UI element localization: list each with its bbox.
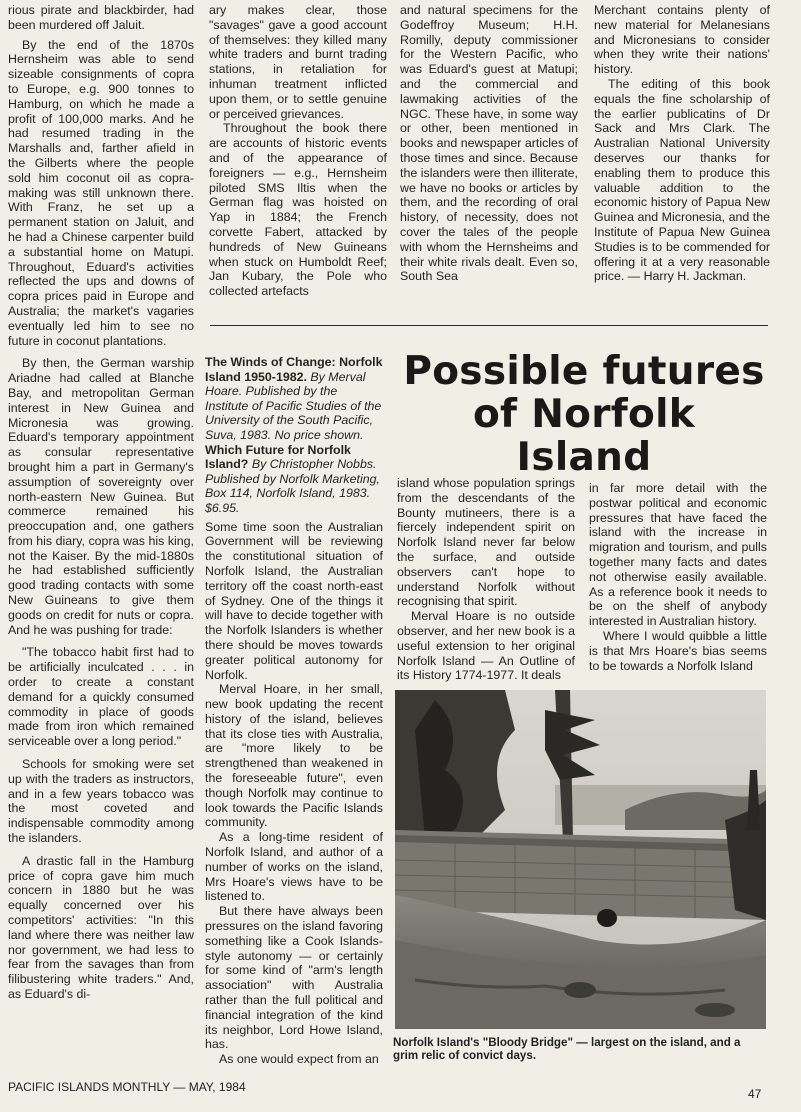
column-4-top xyxy=(594,3,770,284)
paragraph: and natural specimens for the Godeffroy Museum; H.H. Romilly, deputy commissioner for the Western Pacific, who was Eduard's guest at Matupi; and the commercial and lawmaking activities of the NGC. These have, in some way or other, been mentioned in books and newspaper articles of those times and since. Because the islanders were then illiterate, we have no books or articles by them, and the recording of oral history, of necessity, does not cover the tales of the people with whom the Hernsheims and their white rivals dealt. Even so, South Sea xyxy=(400,3,578,284)
paragraph: Schools for smoking were set up with the traders as instructors, and in a few years tobacco was the most coveted and indispensable commodity among the islanders. xyxy=(8,757,194,846)
paragraph: As a long-time resident of Norfolk Island, and author of a number of works on the island, Mrs Hoare's views have to be listened to. xyxy=(205,830,383,904)
book-title: The Winds of Change: Norfolk Island 1950-1982. xyxy=(205,355,383,384)
paragraph: Merval Hoare is no outside observer, and her new book is a useful extension to her original Norfolk Island — An Outline of its History 1774-1977. It deals xyxy=(397,609,575,683)
headline-line: Possible futures xyxy=(403,349,765,394)
headline-line: Island xyxy=(516,435,652,480)
photo-illustration xyxy=(395,690,766,1029)
paragraph: But there have always been pressures on the island favoring something like a Cook Islands-style autonomy — or certainly for some kind of "arm's length association" with Australia rather than the full political and financial integration of the kind its neighbor, Lord Howe Island, has. xyxy=(205,904,383,1052)
paragraph: Merval Hoare, in her small, new book updating the recent history of the island, believes that its close ties with Australia, are "more likely to be strengthened than weakened in the foreseeable future", even though Norfolk may continue to look towards the Pacific Islands community. xyxy=(205,682,383,830)
column-4-bottom xyxy=(589,481,767,673)
bloody-bridge-photo xyxy=(395,690,766,1029)
book-title: Which Future for Norfolk Island? xyxy=(205,442,351,472)
page-number: 47 xyxy=(748,1087,762,1101)
paragraph: island whose population springs from the descendants of the Bounty mutineers, there is a fiercely independent spirit on Norfolk Island never far below the surface, and outside observers can't hope to understand Norfolk without recognising that spirit. xyxy=(397,476,575,609)
article-headline xyxy=(398,350,770,479)
paragraph: rious pirate and blackbirder, had been murdered off Jaluit. xyxy=(8,3,194,32)
photo-caption: Norfolk Island's "Bloody Bridge" — largest on the island, and a grim relic of convict days. xyxy=(393,1036,741,1062)
headline-line: of Norfolk xyxy=(472,392,696,437)
review-column xyxy=(205,355,383,1067)
paragraph: Merchant contains plenty of new material for Melanesians and Micronesians to consider when they write their nations' history. xyxy=(594,3,770,77)
paragraph: A drastic fall in the Hamburg price of copra gave him much concern in 1880 but he was equally concerned over his competitors' activities: "In this land where there was neither law nor government, we had less to fear from the savages than from filibustering white traders." And, as Eduard's di- xyxy=(8,853,194,1001)
book-details: By Christopher Nobbs. Published by Norfolk Marketing, Box 114, Norfolk Island, 1983. $6.95. xyxy=(205,457,380,515)
paragraph: Where I would quibble a little is that Mrs Hoare's bias seems to be towards a Norfolk Island xyxy=(589,628,767,673)
paragraph: Some time soon the Australian Government will be reviewing the constitutional situation of Norfolk Island, the Australian territory off the coast north-east of Sydney. One of the things it will have to decide together with the Norfolk Islanders is whether there should be moves towards greater political autonomy for Norfolk. xyxy=(205,519,383,682)
book-details: By Merval Hoare. Published by the Institute of Pacific Studies of the University of the South Pacific, Suva, 1983. No price shown. xyxy=(205,369,382,442)
paragraph: Throughout the book there are accounts of historic events and of the appearance of foreigners — e.g., Hernsheim piloted SMS Iltis when the German flag was hoisted on Yap in 1884; the French corvette Fabert, attacked by hundreds of New Guineans when stuck on Humboldt Reef; Jan Kubary, the Pole who collected artefacts xyxy=(209,121,387,299)
column-1 xyxy=(8,3,194,1002)
column-2-top xyxy=(209,3,387,299)
paragraph: As one would expect from an xyxy=(219,1052,379,1067)
paragraph: in far more detail with the postwar political and economic pressures that have faced the island with the increase in migration and tourism, and pulls together many facts and dates not otherwise easily available. As a reference book it needs to be on the shelf of anybody interested in Australian history. xyxy=(589,481,767,629)
quotation: "The tobacco habit first had to be artificially inculcated . . . in order to create a constant demand for a quickly consumed commodity in place of goods made from iron which remained serviceable over a long period." xyxy=(8,645,194,749)
paragraph: The editing of this book equals the fine scholarship of the earlier publicatins of Dr Sack and Mrs Clark. The Australian National University deserves our thanks for enabling them to produce this valuable addition to the economic history of Papua New Guinea and Micronesia, and the Institute of Papua New Guinea Studies is to be commended for offering it at a very reasonable price. — Harry H. Jackman. xyxy=(594,76,770,284)
paragraph: By the end of the 1870s Hernsheim was able to send sizeable consignments of copra to Europe, e.g. 900 tonnes to Hamburg, on which he made a profit of 100,000 marks. And he had resumed trading in the Marshalls and, farther afield in the Gilberts where the people sold him coconut oil as copra-making was still unknown there. With Franz, he set up a permanent station on Jaluit, and he had a Chinese carpenter build a substantial home on Matupi. Throughout, Eduard's activities reflected the ups and downs of copra prices paid in Europe and Australia; the market's vagaries eventually led him to see no future in coconut plantations. xyxy=(8,37,194,348)
book-listing xyxy=(205,355,383,516)
paragraph: By then, the German warship Ariadne had called at Blanche Bay, and metropolitan German interest in New Guinea and Micronesia was growing. Eduard's temporary appointment as consular representative brought him a part in Germany's assumption of sovereignty over north-eastern New Guinea. But commerce remained his preoccupation and, one gathers from his diary, copra was his king, not the Kaiser. By the mid-1880s he had established sufficiently good trading contacts with some New Guineans to give them goods on credit for nuts or copra. And he was pushing for trade: xyxy=(8,356,194,637)
column-3-top xyxy=(400,3,578,284)
paragraph: ary makes clear, those "savages" gave a good account of themselves: they killed many white traders and burnt trading stations, in retaliation for inhuman treatment inflicted upon them, or to settle genuine or perceived grievances. xyxy=(209,3,387,121)
section-divider xyxy=(210,325,768,326)
column-3-bottom xyxy=(397,476,575,683)
publication-footer: PACIFIC ISLANDS MONTHLY — MAY, 1984 xyxy=(8,1080,246,1094)
